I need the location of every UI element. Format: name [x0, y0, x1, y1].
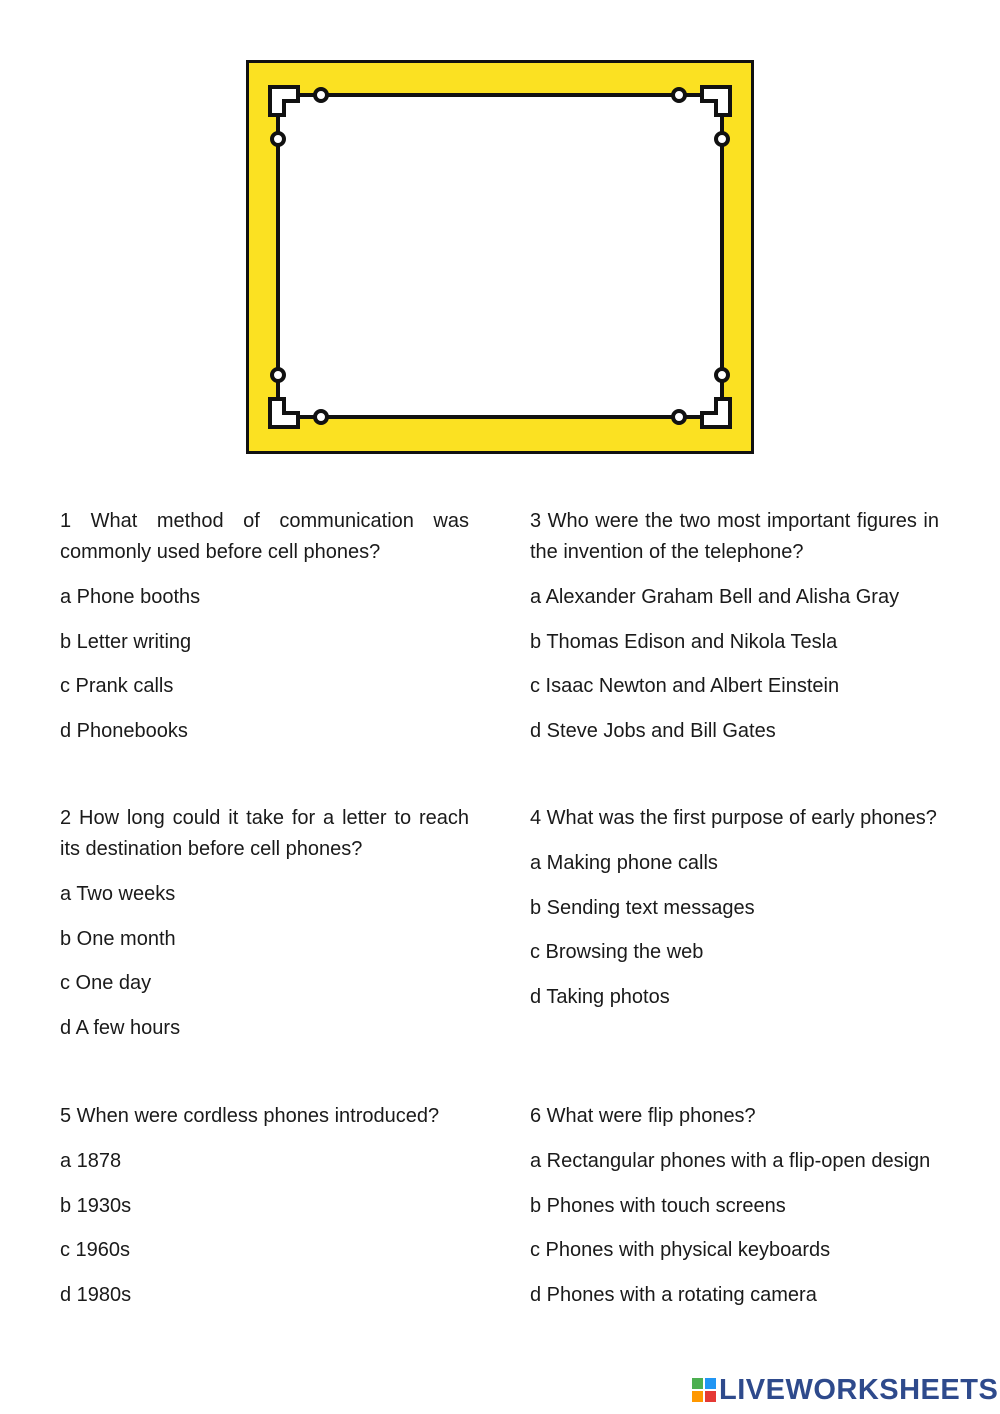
option-a[interactable]: a Making phone calls — [530, 852, 718, 874]
question-block-1 — [60, 506, 469, 760]
question-text: 1 What method of communication was commonly used before cell phones? — [60, 510, 469, 563]
question-block-2 — [60, 803, 469, 1057]
question-block-6 — [530, 1101, 939, 1324]
option-c[interactable]: c Browsing the web — [530, 941, 704, 963]
option-b[interactable]: b Phones with touch screens — [530, 1194, 786, 1217]
decorative-frame — [246, 60, 754, 454]
option-a[interactable]: a Phone booths — [60, 586, 201, 608]
question-text: 6 What were flip phones? — [530, 1105, 756, 1127]
option-d[interactable]: d Taking photos — [530, 985, 670, 1008]
question-block-5 — [60, 1101, 469, 1324]
option-d[interactable]: d 1980s — [60, 1283, 132, 1306]
frame-graphic — [246, 60, 754, 454]
option-d[interactable]: d A few hours — [60, 1016, 181, 1039]
option-b[interactable]: b Sending text messages — [530, 896, 755, 919]
question-text: 2 How long could it take for a letter to reach its destination before cell phones? — [60, 807, 469, 860]
liveworksheets-logo — [692, 1373, 998, 1407]
option-d[interactable]: d Phones with a rotating camera — [530, 1283, 817, 1306]
question-block-4 — [530, 803, 939, 1026]
option-b[interactable]: b One month — [60, 927, 176, 950]
option-a[interactable]: a 1878 — [60, 1150, 122, 1172]
question-text: 4 What was the first purpose of early phones? — [530, 807, 937, 829]
option-a[interactable]: a Rectangular phones with a flip-open design — [530, 1150, 931, 1172]
logo-text: LIVEWORKSHEETS — [719, 1373, 999, 1406]
option-c[interactable]: c 1960s — [60, 1239, 131, 1261]
option-d[interactable]: d Steve Jobs and Bill Gates — [530, 719, 776, 742]
option-c[interactable]: c Prank calls — [60, 675, 174, 697]
option-c[interactable]: c Phones with physical keyboards — [530, 1239, 831, 1261]
liveworksheets-logo-icon — [692, 1378, 716, 1402]
question-block-3 — [530, 506, 939, 760]
option-b[interactable]: b Thomas Edison and Nikola Tesla — [530, 630, 838, 653]
option-c[interactable]: c Isaac Newton and Albert Einstein — [530, 675, 840, 697]
question-text: 5 When were cordless phones introduced? — [60, 1105, 440, 1127]
option-c[interactable]: c One day — [60, 972, 152, 994]
option-b[interactable]: b 1930s — [60, 1194, 132, 1217]
option-b[interactable]: b Letter writing — [60, 630, 192, 653]
option-a[interactable]: a Two weeks — [60, 883, 176, 905]
option-a[interactable]: a Alexander Graham Bell and Alisha Gray — [530, 586, 900, 608]
question-text: 3 Who were the two most important figures in the invention of the telephone? — [530, 510, 939, 563]
option-d[interactable]: d Phonebooks — [60, 719, 188, 742]
